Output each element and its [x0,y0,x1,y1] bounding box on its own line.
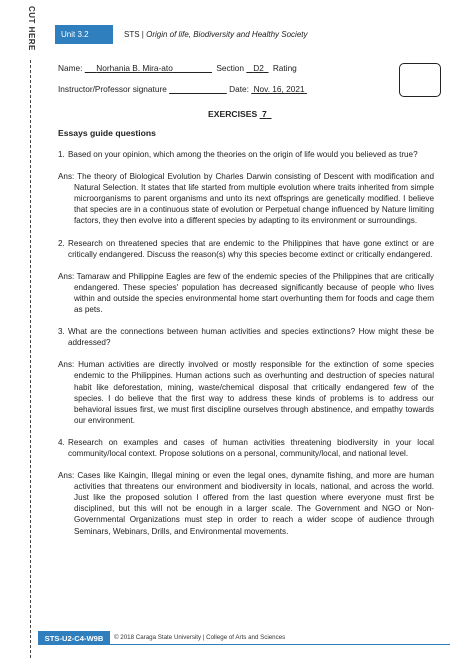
date-value: Nov. 16, 2021 [253,84,305,94]
answer-text: Ans: Cases like Kaingin, Illegal mining or even the legal ones, dynamite fishing, and more are human activities that threatens our environment and biodiversity in locals, national, and across the world. Just like the proposed solution I offered from the last question where everyone must first be disciplined, but this will not be enough in a larger scale. The Government and NGO or Non-Governmental Organizations must step in order to reach a wider scope of audience through Seminars, Webinars, Drills, and Environmental movements. [58,471,434,536]
section-label: Section [216,63,245,73]
question-number: 1. [58,150,65,159]
question-number: 2. [58,238,65,248]
date-label: Date: [229,84,249,94]
unit-badge: Unit 3.2 [55,25,113,44]
questions-list [58,149,434,548]
list-item [58,238,434,316]
section-value: D2 [253,63,264,73]
cut-line [30,60,31,658]
signature-row [58,84,307,94]
list-item [58,326,434,426]
question-text: Research on examples and cases of human activities threatening biodiversity in your local community/local context. Propose solutions on a personal, community/local, and national level. [68,437,434,458]
cut-here-label: CUT HERE [27,6,36,51]
question [58,326,434,348]
rating-box [399,63,441,97]
question-number: 4. [58,437,65,447]
rating-label: Rating [272,63,297,73]
question-text: What are the connections between human activities and species extinctions? How might these be addressed? [68,327,434,348]
question [58,149,434,160]
footer-code-badge: STS-U2-C4-W9B [38,631,110,645]
section-title: Essays guide questions [58,128,156,138]
name-row [58,63,297,73]
answer-text: Ans: The theory of Biological Evolution by Charles Darwin consisting of Descent with modification and Natural Selection. It states that life started from multiple evolution where traits inherited from simple microorganisms to parent organisms and unto its next offsprings are genetically modified. I believe that species are in a continuous state of evolution or Perpetual change influenced by Nature limiting factors, they then evolve into a different species by adapting to its environment or surroundings. [58,172,434,226]
question [58,437,434,459]
course-label: STS | [124,30,144,39]
question-text: Based on your opinion, which among the theories on the origin of life would you believed as true? [68,150,418,159]
answer-text: Ans: Tamaraw and Philippine Eagles are few of the endemic species of the Philippines that are critically endangered. These species' population has decreased significantly because of people who lives within and outside the species environmental home start overhunting them for foods and cage them as pets. [58,271,434,315]
question [58,238,434,260]
name-value: Norhania B. Mira-ato [96,63,173,73]
exercises-heading: EXERCISES 7 [208,109,267,119]
question-number: 3. [58,327,65,337]
header-title [124,30,308,39]
course-title: Origin of life, Biodiversity and Healthy Society [146,30,308,39]
name-label: Name: [58,63,83,73]
signature-line [169,84,227,94]
list-item [58,437,434,537]
signature-label: Instructor/Professor signature [58,84,167,94]
answer-text: Ans: Human activities are directly involved or mostly responsible for the extinction of some species endemic to the Philippines. Human actions such as overhunting and destruction of species natural habit like deforestation, mining, waste/chemical disposal that critically endangered few of the species. I do believe that the first way to address these kinds of problems is to address our behavioral issues first, we must first discipline ourselves through abstinence, and empathy towards our environment. [58,360,434,425]
question-text: Research on threatened species that are endemic to the Philippines that have gone extinct or are critically endangered. Discuss the reason(s) why this species become extinct or critically endangered. [68,238,434,259]
footer [38,631,450,645]
footer-divider [110,644,450,645]
footer-text: © 2018 Caraga State University | College of Arts and Sciences [114,634,286,641]
list-item [58,149,434,227]
